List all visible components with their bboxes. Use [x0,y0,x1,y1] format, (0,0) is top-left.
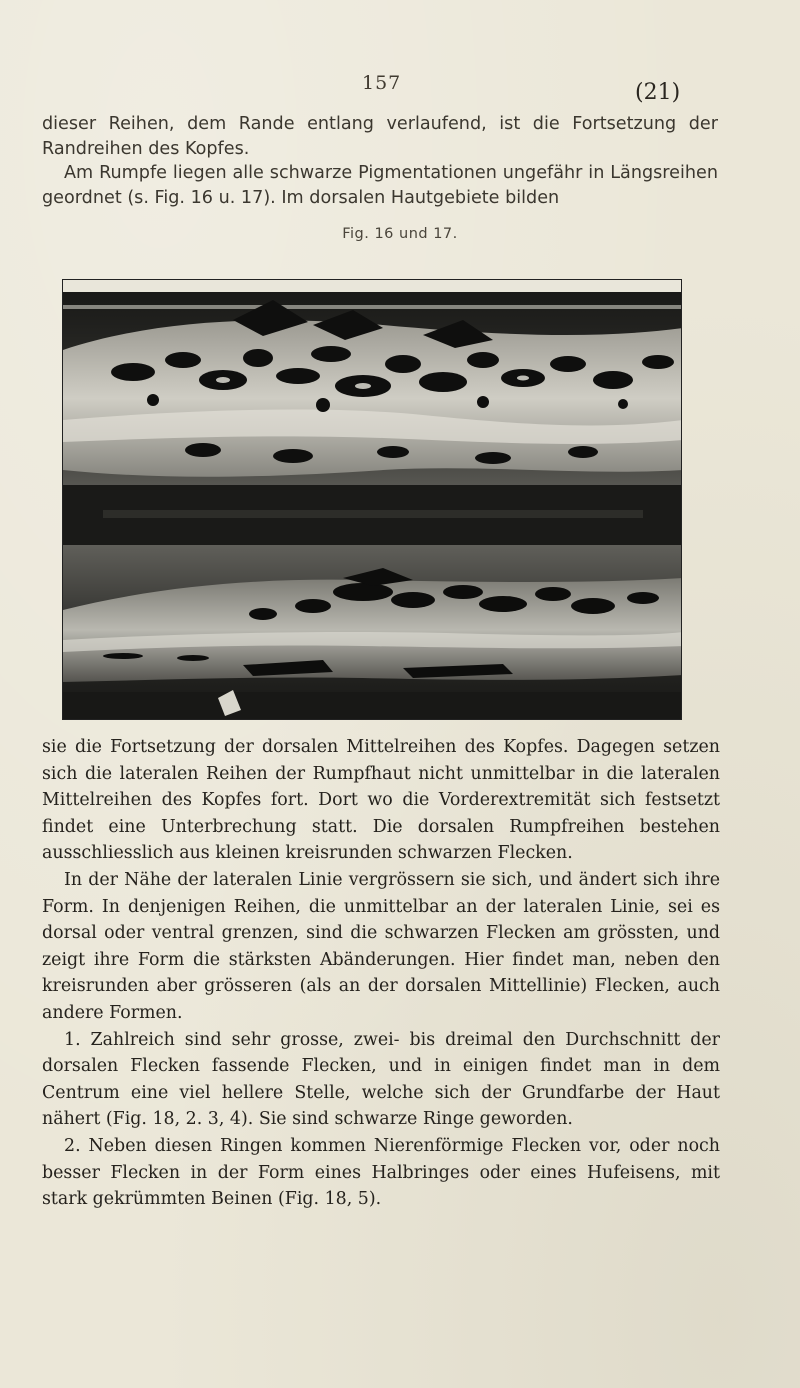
paragraph: In der Nähe der lateralen Linie vergrössern sie sich, und ändert sich ihre Form. In denjenigen Reihen, die unmittelbar an der lateralen Linie, sei es dorsal oder ventral grenzen, sind die schwarzen Flecken am grössten, und zeigt ihre Form die stärksten Abänderungen. Hier findet man, neben den kreisrunden aber grösseren (als an der dorsalen Mittellinie) Flecken, auch andere Formen. [42,869,720,1023]
paragraph: Am Rumpfe liegen alle schwarze Pigmentationen ungefähr in Längsreihen geordnet (s. Fig. 16 u. 17). Im dorsalen Hautgebiete bilden [42,163,718,208]
page-number: 157 [362,72,402,94]
paragraph: 2. Neben diesen Ringen kommen Nierenförmige Flecken vor, oder noch besser Flecken in der Form eines Halbringes oder eines Hufeisens, mit stark gekrümmten Beinen (Fig. 18, 5). [42,1135,720,1210]
salamander-skin-photo [63,280,682,720]
paragraph: 1. Zahlreich sind sehr grosse, zwei- bis dreimal den Durchschnitt der dorsalen Flecken fassende Flecken, und in einigen findet man in dem Centrum eine viel hellere Stelle, welche sich der Grundfarbe der Haut nähert (Fig. 18, 2. 3, 4). Sie sind schwarze Ringe geworden. [42,1029,720,1130]
figure-photograph [62,279,682,720]
body-text-block [42,734,720,1213]
paragraph: dieser Reihen, dem Rande entlang verlaufend, ist die Fortsetzung der Randreihen des Kopfes. [42,114,718,159]
top-text-block [42,112,718,210]
section-number: (21) [635,80,681,105]
paragraph: sie die Fortsetzung der dorsalen Mittelreihen des Kopfes. Dagegen setzen sich die lateralen Reihen der Rumpfhaut nicht unmittelbar in die lateralen Mittelreihen des Kopfes fort. Dort wo die Vorderextremität sich festsetzt findet eine Unterbrechung statt. Die dorsalen Rumpfreihen bestehen ausschliesslich aus kleinen kreisrunden schwarzen Flecken. [42,737,720,864]
figure-caption: Fig. 16 und 17. [342,226,458,242]
